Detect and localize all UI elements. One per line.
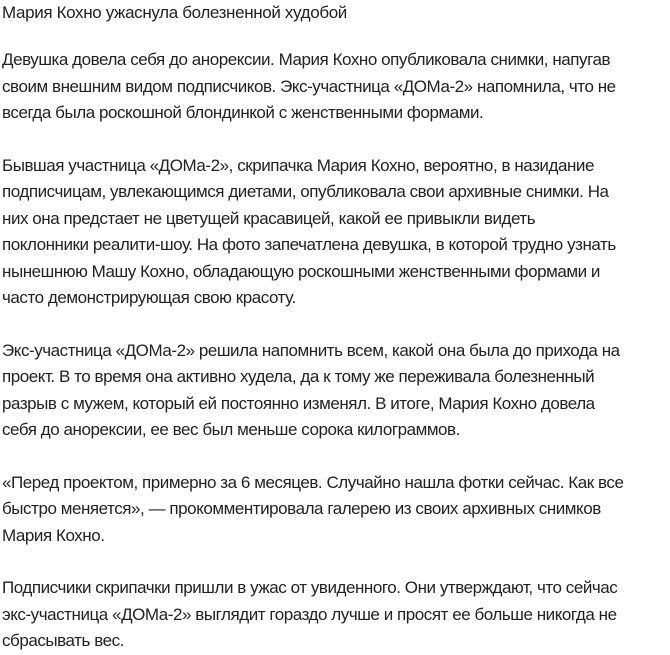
- paragraph-line: своим внешним видом подписчиков. Экс-участница «ДОМа-2» напомнила, что не: [2, 76, 616, 96]
- article-paragraph-4-quote: [2, 470, 670, 550]
- paragraph-line: проект. В то время она активно худела, да к тому же переживала болезненный: [2, 367, 595, 386]
- paragraph-line: Подписчики скрипачки пришли в ужас от увиденного. Они утверждают, что сейчас: [2, 578, 618, 597]
- paragraph-line: сбрасывать вес.: [2, 631, 124, 650]
- article-paragraph-5: [2, 575, 670, 655]
- article-paragraph-3: [2, 338, 670, 444]
- article-paragraph-2: [2, 153, 670, 312]
- paragraph-line: всегда была роскошной блондинкой с женственными формами.: [2, 103, 484, 122]
- paragraph-line: Мария Кохно.: [2, 525, 105, 545]
- paragraph-line: «Перед проектом, примерно за 6 месяцев. Случайно нашла фотки сейчас. Как все: [2, 472, 624, 492]
- paragraph-line: быстро меняется», — прокомментировала галерею из своих архивных снимков: [2, 499, 601, 518]
- paragraph-line: Бывшая участница «ДОМа-2», скрипачка Мария Кохно, вероятно, в назидание: [2, 155, 594, 175]
- paragraph-line: разрыв с мужем, который ей постоянно изменял. В итоге, Мария Кохно довела: [2, 393, 595, 413]
- paragraph-line: поклонники реалити-шоу. На фото запечатлена девушка, в которой трудно узнать: [2, 235, 616, 254]
- paragraph-line: Девушка довела себя до анорексии. Мария Кохно опубликовала снимки, напугав: [2, 50, 611, 69]
- paragraph-line: подписчицам, увлекающимся диетами, опубликовала свои архивные снимки. На: [2, 182, 609, 201]
- paragraph-line: экс-участница «ДОМа-2» выглядит гораздо лучше и просят ее больше никогда не: [2, 604, 617, 624]
- paragraph-line: Экс-участница «ДОМа-2» решила напомнить всем, какой она была до прихода на: [2, 340, 620, 360]
- article-paragraph-1: [2, 47, 670, 127]
- paragraph-line: часто демонстрирующая свою красоту.: [2, 288, 296, 307]
- paragraph-line: них она предстает не цветущей красавицей, какой ее привыкли видеть: [2, 208, 536, 228]
- article-title: Мария Кохно ужаснула болезненной худобой: [2, 3, 347, 22]
- paragraph-line: себя до анорексии, ее вес был меньше сорока килограммов.: [2, 420, 460, 439]
- paragraph-line: нынешнюю Машу Кохно, обладающую роскошными женственными формами и: [2, 261, 600, 281]
